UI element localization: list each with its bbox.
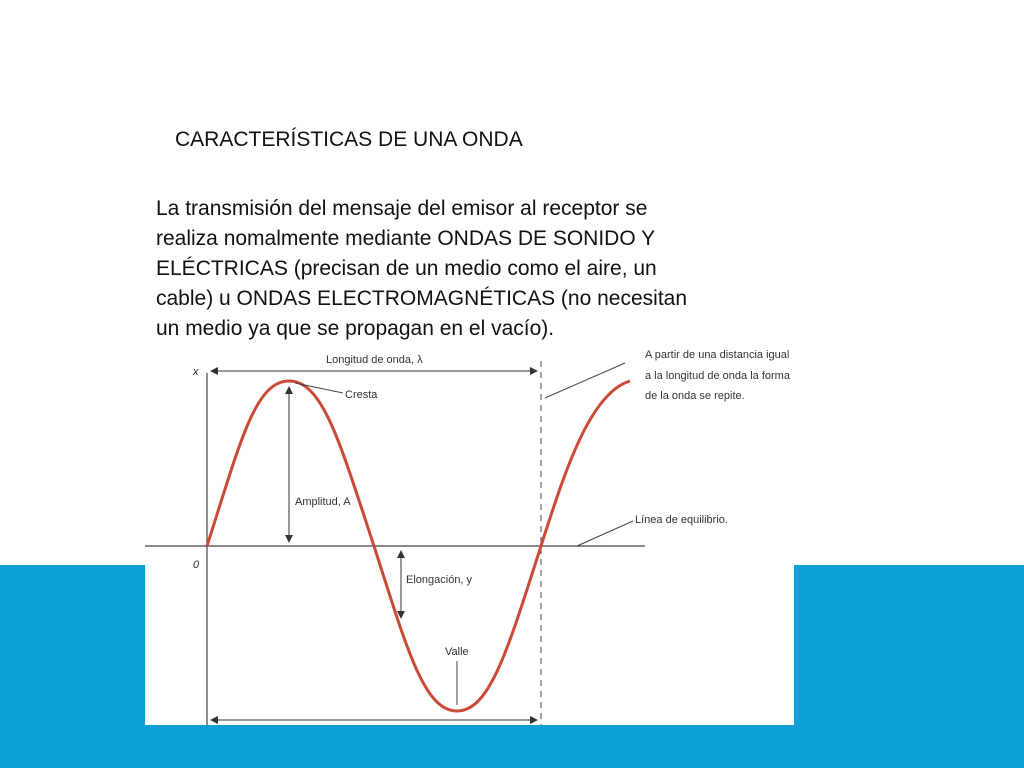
repeat-leader <box>545 363 625 398</box>
crest-leader <box>295 383 343 393</box>
origin-label: 0 <box>193 559 200 571</box>
repeat-note-line: a la longitud de onda la forma <box>645 370 790 382</box>
wave-diagram <box>145 343 794 725</box>
equilibrium-leader <box>577 521 633 546</box>
crest-label: Cresta <box>345 389 378 401</box>
trough-label: Valle <box>445 646 469 658</box>
wave-diagram-svg <box>145 343 794 725</box>
amplitude-label: Amplitud, A <box>295 496 351 508</box>
body-line: ELÉCTRICAS (precisan de un medio como el aire, un <box>156 257 657 280</box>
axis-x-label: x <box>193 366 199 378</box>
repeat-note-line: de la onda se repite. <box>645 390 745 402</box>
repeat-note-line: A partir de una distancia igual <box>645 349 790 361</box>
slide-body-text <box>156 194 816 344</box>
wavelength-label: Longitud de onda, λ <box>326 354 423 366</box>
body-line: realiza nomalmente mediante ONDAS DE SONIDO Y <box>156 227 656 250</box>
elongation-label: Elongación, y <box>406 574 473 586</box>
body-line: un medio ya que se propagan en el vacío). <box>156 317 555 340</box>
equilibrium-label: Línea de equilibrio. <box>635 514 728 526</box>
slide-title: CARACTERÍSTICAS DE UNA ONDA <box>175 128 523 151</box>
body-line: cable) u ONDAS ELECTROMAGNÉTICAS (no necesitan <box>156 287 688 310</box>
body-line: La transmisión del mensaje del emisor al receptor se <box>156 197 648 220</box>
